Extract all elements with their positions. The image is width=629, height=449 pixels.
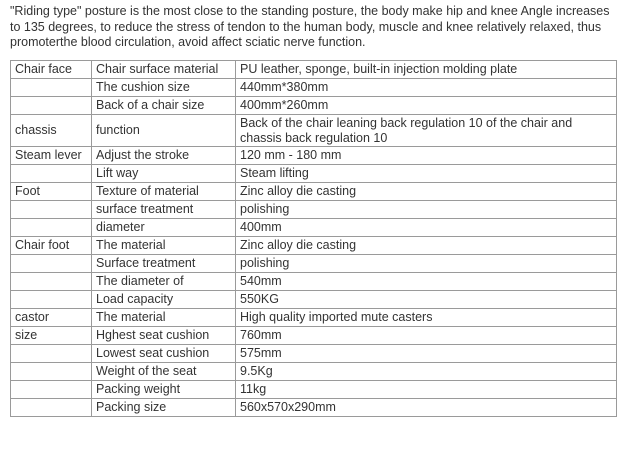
table-cell [11, 201, 92, 219]
table-cell: Texture of material [92, 183, 236, 201]
table-cell [11, 291, 92, 309]
table-cell [11, 381, 92, 399]
table-row [11, 61, 617, 79]
table-cell: Lowest seat cushion [92, 345, 236, 363]
table-cell: polishing [236, 201, 617, 219]
table-cell: Zinc alloy die casting [236, 237, 617, 255]
intro-paragraph: "Riding type" posture is the most close to the standing posture, the body make hip and knee Angle increases to 135 degrees, to reduce the stress of tendon to the human body, muscle and knee relatively relaxed, thus promoterthe blood circulation, avoid affect sciatic nerve function. [10, 4, 610, 49]
table-row [11, 183, 617, 201]
table-cell: Chair foot [11, 237, 92, 255]
table-cell: The material [92, 309, 236, 327]
table-cell: The material [92, 237, 236, 255]
table-cell: Back of the chair leaning back regulation 10 of the chair and chassis back regulation 10 [236, 115, 617, 147]
table-cell: 9.5Kg [236, 363, 617, 381]
table-cell: Back of a chair size [92, 97, 236, 115]
table-cell: diameter [92, 219, 236, 237]
table-cell: 400mm [236, 219, 617, 237]
table-cell: Load capacity [92, 291, 236, 309]
table-row [11, 79, 617, 97]
table-cell [11, 97, 92, 115]
table-row [11, 237, 617, 255]
table-cell [11, 79, 92, 97]
table-row [11, 399, 617, 417]
table-row [11, 327, 617, 345]
table-cell: Steam lever [11, 147, 92, 165]
table-row [11, 309, 617, 327]
table-cell: Packing size [92, 399, 236, 417]
table-cell: 400mm*260mm [236, 97, 617, 115]
table-cell: The cushion size [92, 79, 236, 97]
table-row [11, 291, 617, 309]
table-cell: Chair face [11, 61, 92, 79]
table-cell [11, 399, 92, 417]
table-cell: 560x570x290mm [236, 399, 617, 417]
table-cell: polishing [236, 255, 617, 273]
table-cell [11, 363, 92, 381]
table-row [11, 363, 617, 381]
table-cell [11, 255, 92, 273]
table-cell: Zinc alloy die casting [236, 183, 617, 201]
table-cell [11, 165, 92, 183]
table-cell: size [11, 327, 92, 345]
table-cell: High quality imported mute casters [236, 309, 617, 327]
table-row [11, 381, 617, 399]
table-cell: function [92, 115, 236, 147]
table-cell: Steam lifting [236, 165, 617, 183]
table-cell: Lift way [92, 165, 236, 183]
table-cell: 760mm [236, 327, 617, 345]
table-row [11, 165, 617, 183]
table-row [11, 273, 617, 291]
table-cell: 550KG [236, 291, 617, 309]
table-row [11, 255, 617, 273]
table-row [11, 345, 617, 363]
table-cell: The diameter of [92, 273, 236, 291]
table-cell: Adjust the stroke [92, 147, 236, 165]
table-cell: chassis [11, 115, 92, 147]
table-cell: Hghest seat cushion [92, 327, 236, 345]
table-cell [11, 273, 92, 291]
table-cell: Foot [11, 183, 92, 201]
table-row [11, 219, 617, 237]
table-cell: surface treatment [92, 201, 236, 219]
table-cell: 440mm*380mm [236, 79, 617, 97]
table-cell: Packing weight [92, 381, 236, 399]
table-cell: 575mm [236, 345, 617, 363]
table-row [11, 147, 617, 165]
table-cell: PU leather, sponge, built-in injection molding plate [236, 61, 617, 79]
table-cell: Surface treatment [92, 255, 236, 273]
table-cell: 11kg [236, 381, 617, 399]
table-row [11, 201, 617, 219]
table-cell: Chair surface material [92, 61, 236, 79]
table-cell: 120 mm - 180 mm [236, 147, 617, 165]
table-cell [11, 219, 92, 237]
table-cell: Weight of the seat [92, 363, 236, 381]
spec-table [10, 60, 617, 417]
table-row [11, 97, 617, 115]
table-row [11, 115, 617, 147]
table-cell [11, 345, 92, 363]
table-cell: castor [11, 309, 92, 327]
table-cell: 540mm [236, 273, 617, 291]
